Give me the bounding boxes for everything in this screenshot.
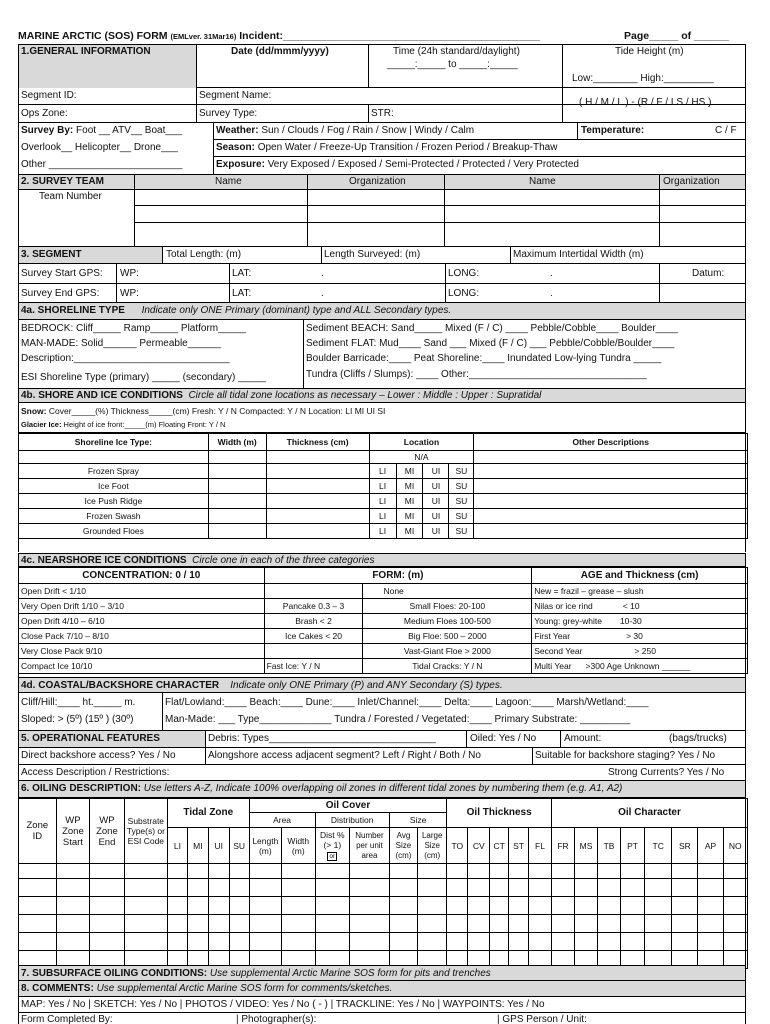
shoreline-block bbox=[18, 320, 746, 389]
subsurface-header bbox=[18, 965, 746, 981]
section-1-heading: 1.GENERAL INFORMATION bbox=[21, 46, 151, 57]
alongshore-access[interactable]: Alongshore access adjacent segment? Left / Right / Both / No bbox=[208, 750, 481, 761]
snow-options[interactable]: Cover_____(%) Thickness_____(cm) Fresh: Y / N Compacted: Y / N Location: LI MI UI SI bbox=[48, 406, 386, 416]
form-title: MARINE ARCTIC (SOS) FORM (EMLver. 31Mar16) Incident:____________________________________________ bbox=[18, 30, 540, 42]
comments-header bbox=[18, 981, 746, 997]
shore-ice-table-wrap bbox=[18, 433, 746, 552]
season-options[interactable]: Open Water / Freeze-Up Transition / Frozen Period / Breakup-Thaw bbox=[257, 142, 558, 153]
form-option[interactable]: Medium Floes 100-500 bbox=[363, 614, 532, 629]
tide-label: Tide Height (m) bbox=[615, 46, 684, 57]
ice-type: Frozen Spray bbox=[19, 464, 209, 479]
col-oil-thickness: Oil Thickness bbox=[447, 799, 552, 828]
ice-row bbox=[19, 464, 748, 479]
col-thick-st: ST bbox=[509, 828, 529, 864]
age-option[interactable]: First Year bbox=[534, 631, 571, 641]
ice-row bbox=[19, 524, 748, 539]
total-length[interactable]: Total Length: (m) bbox=[166, 249, 242, 260]
col-distribution: Distribution bbox=[315, 813, 389, 828]
end-wp[interactable]: WP: bbox=[120, 288, 139, 299]
subsurface-note: Use supplemental Arctic Marine SOS form for pits and trenches bbox=[209, 968, 491, 979]
col-char-fr: FR bbox=[551, 828, 574, 864]
operational-row-3 bbox=[18, 765, 746, 781]
oiling-row[interactable] bbox=[19, 897, 748, 915]
loc-su[interactable]: SU bbox=[449, 494, 474, 509]
col-oil-cover: Oil Cover bbox=[249, 799, 447, 813]
loc-su[interactable]: SU bbox=[449, 524, 474, 539]
col-thick-cv: CV bbox=[468, 828, 490, 864]
date-label[interactable]: Date (dd/mmm/yyyy) bbox=[231, 46, 329, 57]
comments-row-1 bbox=[18, 997, 746, 1013]
col-dist-percent: Dist % (> 1) bbox=[320, 829, 345, 850]
general-header-row bbox=[18, 44, 746, 88]
age-option[interactable]: New = frazil – grease – slush bbox=[532, 584, 748, 599]
section-7-heading: 7. SUBSURFACE OILING CONDITIONS: bbox=[21, 968, 208, 979]
loc-su[interactable]: SU bbox=[449, 509, 474, 524]
comments-row-2 bbox=[18, 1013, 746, 1024]
oiling-table-wrap bbox=[18, 798, 746, 968]
section-3-heading: 3. SEGMENT bbox=[21, 249, 82, 260]
team-name2-header: Name bbox=[529, 176, 556, 187]
end-long-dot: . bbox=[550, 288, 553, 299]
weather-options[interactable]: Sun / Clouds / Fog / Rain / Snow | Windy / Calm bbox=[261, 125, 475, 136]
loc-mi[interactable]: MI bbox=[396, 464, 423, 479]
shoreline-header bbox=[18, 303, 746, 320]
form-option[interactable]: Pancake 0.3 – 3 bbox=[264, 599, 363, 614]
sediment-flat-options[interactable]: Sediment FLAT: Mud____ Sand ___ Mixed (F / C) ___ Pebble/Cobble/Boulder____ bbox=[306, 338, 675, 349]
end-gps-row bbox=[18, 284, 746, 303]
nearshore-note: Circle one in each of the three categories bbox=[192, 555, 375, 566]
time-fill[interactable]: _____:_____ to _____:_____ bbox=[387, 59, 518, 70]
length-surveyed[interactable]: Length Surveyed: (m) bbox=[324, 249, 421, 260]
form-option[interactable]: Small Floes: 20-100 bbox=[363, 599, 532, 614]
boulder-barricade-options[interactable]: Boulder Barricade:____ Peat Shoreline:____ Inundated Low-lying Tundra _____ bbox=[306, 353, 662, 364]
backshore-staging[interactable]: Suitable for backshore staging? Yes / No bbox=[535, 750, 716, 761]
glacier-options[interactable]: Height of ice front:_____(m) Floating Front: Y / N bbox=[63, 420, 226, 429]
sloped-options[interactable]: Sloped: > (5º) (15º ) (30º) bbox=[21, 714, 134, 725]
loc-mi[interactable]: MI bbox=[396, 524, 423, 539]
concentration-option[interactable]: Close Pack 7/10 – 8/10 bbox=[19, 629, 265, 644]
ice-type: Frozen Swash bbox=[19, 509, 209, 524]
form-option[interactable]: None bbox=[363, 584, 532, 599]
location-na[interactable]: N/A bbox=[369, 451, 474, 464]
col-ice-type: Shoreline Ice Type: bbox=[19, 434, 209, 451]
form-option[interactable] bbox=[264, 584, 363, 599]
loc-li[interactable]: LI bbox=[369, 509, 396, 524]
survey-type[interactable]: Survey Type: bbox=[199, 108, 258, 119]
section-2-heading: 2. SURVEY TEAM bbox=[21, 176, 104, 187]
tide-low-high[interactable]: Low:________ High:_________ bbox=[572, 73, 714, 84]
strong-currents[interactable]: Strong Currents? Yes / No bbox=[608, 767, 725, 778]
segment-id[interactable]: Segment ID: bbox=[21, 90, 77, 101]
survey-team-block bbox=[18, 175, 746, 247]
esi-shoreline-type[interactable]: ESI Shoreline Type (primary) _____ (secondary) _____ bbox=[21, 372, 266, 383]
form-header: FORM: (m) bbox=[264, 568, 532, 584]
amount-units: (bags/trucks) bbox=[669, 733, 727, 744]
section-8-heading: 8. COMMENTS: bbox=[21, 983, 94, 994]
age-option[interactable]: Second Year bbox=[534, 646, 583, 656]
flat-lowland-options[interactable]: Flat/Lowland:____ Beach:____ Dune:____ Inlet/Channel:____ Delta:____ Lagoon:____ Marsh/Wetland:____ bbox=[165, 697, 649, 708]
survey-by-row: Survey By: Foot __ ATV__ Boat___ Overlook__ Helicopter__ Drone___ Other ________________________ Weather: Sun / Clouds / Fog / Rain / Snow | Windy / Calm Temperature: C / F Season: Open Water / Freeze-Up Transition / Frozen Period / Breakup-Thaw Exposure: Very Exposed / Exposed / Semi-Protected / Protected / Very Protected bbox=[18, 123, 746, 175]
loc-ui[interactable]: UI bbox=[423, 494, 449, 509]
section-4c-heading: 4c. NEARSHORE ICE CONDITIONS bbox=[21, 555, 187, 566]
ops-zone-row bbox=[18, 97, 746, 123]
coastal-note: Indicate only ONE Primary (P) and ANY Secondary (S) types. bbox=[230, 680, 503, 691]
col-ice-location: Location bbox=[369, 434, 474, 451]
cliff-hill-options[interactable]: Cliff/Hill:____ ht._____ m. bbox=[21, 697, 136, 708]
col-char-sr: SR bbox=[672, 828, 698, 864]
temperature-label: Temperature: bbox=[581, 125, 645, 136]
form-option[interactable]: Big Floe: 500 – 2000 bbox=[363, 629, 532, 644]
concentration-option[interactable]: Compact Ice 10/10 bbox=[19, 659, 265, 674]
col-tz-su: SU bbox=[229, 828, 249, 864]
start-long-dot: . bbox=[550, 268, 553, 279]
col-wp-end: WP Zone End bbox=[90, 799, 125, 864]
oiling-note: Use letters A-Z, Indicate 100% overlapping oil zones in different tidal zones by numbering them (e.g. A1, A2) bbox=[143, 783, 623, 794]
col-ice-thickness: Thickness (cm) bbox=[266, 434, 369, 451]
col-char-tb: TB bbox=[598, 828, 621, 864]
start-long[interactable]: LONG: bbox=[448, 268, 480, 279]
tide-codes[interactable]: ( H / M / L ) - (R / F / LS / HS ) bbox=[579, 97, 712, 108]
loc-su[interactable]: SU bbox=[449, 479, 474, 494]
section-4d-heading: 4d. COASTAL/BACKSHORE CHARACTER bbox=[21, 680, 220, 691]
age-value: < 10 bbox=[622, 601, 640, 611]
nearshore-table bbox=[18, 567, 748, 674]
comments-note: Use supplemental Arctic Marine SOS form for comments/sketches. bbox=[96, 983, 393, 994]
start-gps-row bbox=[18, 264, 746, 284]
loc-ui[interactable]: UI bbox=[423, 464, 449, 479]
loc-li[interactable]: LI bbox=[369, 464, 396, 479]
sediment-beach-options[interactable]: Sediment BEACH: Sand_____ Mixed (F / C) ____ Pebble/Cobble____ Boulder____ bbox=[306, 323, 678, 334]
loc-ui[interactable]: UI bbox=[423, 509, 449, 524]
photographers[interactable]: | Photographer(s): bbox=[236, 1014, 317, 1024]
col-ice-width: Width (m) bbox=[208, 434, 266, 451]
team-org2-header: Organization bbox=[663, 176, 720, 187]
form-option[interactable]: Brash < 2 bbox=[264, 614, 363, 629]
age-value: 10-30 bbox=[619, 616, 642, 626]
oiling-table bbox=[18, 798, 748, 969]
segment-name[interactable]: Segment Name: bbox=[199, 90, 272, 101]
page-number[interactable]: Page_____ of ______ bbox=[624, 30, 730, 42]
shore-ice-table bbox=[18, 433, 748, 539]
col-tz-ui: UI bbox=[208, 828, 229, 864]
section-4a-heading: 4a. SHORELINE TYPE bbox=[21, 305, 125, 316]
or-box: or bbox=[329, 852, 336, 860]
ice-row bbox=[19, 479, 748, 494]
media-options[interactable]: MAP: Yes / No | SKETCH: Yes / No | PHOTOS / VIDEO: Yes / No ( - ) | TRACKLINE: Yes / No | WAYPOINTS: Yes / No bbox=[21, 999, 545, 1010]
col-char-ap: AP bbox=[698, 828, 723, 864]
max-intertidal-width[interactable]: Maximum Intertidal Width (m) bbox=[513, 249, 644, 260]
col-substrate: Substrate Type(s) or ESI Code bbox=[124, 799, 167, 864]
concentration-option[interactable]: Open Drift 4/10 – 6/10 bbox=[19, 614, 265, 629]
loc-mi[interactable]: MI bbox=[396, 509, 423, 524]
team-org-header: Organization bbox=[349, 176, 406, 187]
team-number-label: Team Number bbox=[39, 191, 102, 202]
age-value: > 30 bbox=[626, 631, 643, 641]
ice-type: Ice Foot bbox=[19, 479, 209, 494]
exposure-options[interactable]: Very Exposed / Exposed / Semi-Protected / Protected / Very Protected bbox=[267, 159, 579, 170]
col-tidal-zone: Tidal Zone bbox=[168, 799, 250, 828]
survey-by-options[interactable]: Foot __ ATV__ Boat___ bbox=[76, 125, 183, 136]
col-zone-id: Zone ID bbox=[19, 799, 57, 864]
manmade-options[interactable]: MAN-MADE: Solid______ Permeable______ bbox=[21, 338, 222, 349]
ice-row bbox=[19, 509, 748, 524]
loc-li[interactable]: LI bbox=[369, 494, 396, 509]
end-lat[interactable]: LAT: bbox=[232, 288, 252, 299]
team-name-header: Name bbox=[215, 176, 242, 187]
loc-mi[interactable]: MI bbox=[396, 494, 423, 509]
col-number-per-area: Number per unit area bbox=[350, 828, 390, 864]
col-char-tc: TC bbox=[645, 828, 672, 864]
col-char-ms: MS bbox=[575, 828, 598, 864]
backshore-manmade-options[interactable]: Man-Made: ___ Type_____________ Tundra / Forested / Vegetated:____ Primary Substrate: _________ bbox=[165, 714, 631, 725]
shoreline-description[interactable]: Description:____________________________ bbox=[21, 353, 230, 364]
col-wp-start: WP Zone Start bbox=[56, 799, 89, 864]
col-thick-ct: CT bbox=[490, 828, 509, 864]
end-long[interactable]: LONG: bbox=[448, 288, 480, 299]
tidal-cracks-option[interactable]: Tidal Cracks: Y / N bbox=[363, 659, 532, 674]
col-area: Area bbox=[249, 813, 315, 828]
oiling-header bbox=[18, 781, 746, 798]
bedrock-options[interactable]: BEDROCK: Cliff_____ Ramp_____ Platform_____ bbox=[21, 323, 246, 334]
age-option[interactable]: Young: grey-white bbox=[534, 616, 602, 626]
coastal-block bbox=[18, 693, 746, 731]
survey-by-overlook[interactable]: Overlook__ Helicopter__ Drone___ bbox=[21, 142, 178, 153]
operational-row-1 bbox=[18, 731, 746, 748]
col-avg-size: Avg Size (cm) bbox=[389, 828, 417, 864]
concentration-header: CONCENTRATION: 0 / 10 bbox=[19, 568, 265, 584]
loc-li[interactable]: LI bbox=[369, 479, 396, 494]
age-header: AGE and Thickness (cm) bbox=[532, 568, 748, 584]
oiling-row[interactable] bbox=[19, 879, 748, 897]
start-wp[interactable]: WP: bbox=[120, 268, 139, 279]
oiling-row[interactable] bbox=[19, 864, 748, 879]
col-char-no: NO bbox=[723, 828, 747, 864]
col-tz-mi: MI bbox=[187, 828, 208, 864]
direct-backshore-access[interactable]: Direct backshore access? Yes / No bbox=[21, 750, 176, 761]
segment-header-row bbox=[18, 247, 746, 264]
oiling-row[interactable] bbox=[19, 915, 748, 933]
col-other-descriptions: Other Descriptions bbox=[474, 434, 748, 451]
form-option[interactable]: Vast-Giant Floe > 2000 bbox=[363, 644, 532, 659]
debris-types[interactable]: Debris: Types______________________________ bbox=[208, 733, 436, 744]
ice-type: Grounded Floes bbox=[19, 524, 209, 539]
concentration-option[interactable]: Very Close Pack 9/10 bbox=[19, 644, 265, 659]
age-value: > 250 bbox=[634, 646, 656, 656]
form-completed-by[interactable]: Form Completed By: bbox=[21, 1014, 113, 1024]
concentration-option[interactable]: Very Open Drift 1/10 – 3/10 bbox=[19, 599, 265, 614]
form-option[interactable]: Ice Cakes < 20 bbox=[264, 629, 363, 644]
col-large-size: Large Size (cm) bbox=[418, 828, 447, 864]
age-option[interactable]: Nilas or ice rind bbox=[534, 601, 593, 611]
gps-person[interactable]: | GPS Person / Unit: bbox=[497, 1014, 587, 1024]
access-description[interactable]: Access Description / Restrictions: bbox=[21, 767, 170, 778]
coastal-header bbox=[18, 677, 746, 693]
time-label: Time (24h standard/daylight) bbox=[393, 46, 520, 57]
loc-li[interactable]: LI bbox=[369, 524, 396, 539]
survey-by-other[interactable]: Other ________________________ bbox=[21, 159, 183, 170]
col-tz-li: LI bbox=[168, 828, 188, 864]
snow-glacier-block: Snow: Cover_____(%) Thickness_____(cm) Fresh: Y / N Compacted: Y / N Location: LI MI UI SI Glacier Ice: Height of ice front:_____(m) Floating Front: Y / N bbox=[18, 403, 746, 433]
oiling-row[interactable] bbox=[19, 933, 748, 951]
col-size: Size bbox=[389, 813, 447, 828]
section-6-heading: 6. OILING DESCRIPTION: bbox=[21, 783, 142, 794]
form-option[interactable] bbox=[264, 644, 363, 659]
col-width: Width (m) bbox=[282, 828, 315, 864]
loc-ui[interactable]: UI bbox=[423, 524, 449, 539]
col-thick-fl: FL bbox=[528, 828, 551, 864]
section-4b-heading: 4b. SHORE AND ICE CONDITIONS bbox=[21, 390, 183, 401]
shoreline-note: Indicate only ONE Primary (dominant) type and ALL Secondary types. bbox=[141, 305, 452, 316]
ice-row bbox=[19, 494, 748, 509]
concentration-option[interactable]: Open Drift < 1/10 bbox=[19, 584, 265, 599]
age-value[interactable]: >300 Age Unknown ______ bbox=[585, 661, 691, 671]
col-thick-to: TO bbox=[447, 828, 468, 864]
ops-zone[interactable]: Ops Zone: bbox=[21, 108, 68, 119]
section-5-heading: 5. OPERATIONAL FEATURES bbox=[21, 733, 160, 744]
col-char-pt: PT bbox=[621, 828, 645, 864]
operational-row-2 bbox=[18, 748, 746, 765]
start-lat-dot: . bbox=[321, 268, 324, 279]
age-option[interactable]: Multi Year bbox=[534, 661, 572, 671]
temperature-units[interactable]: C / F bbox=[715, 125, 737, 136]
end-gps-label: Survey End GPS: bbox=[21, 288, 100, 299]
nearshore-header bbox=[18, 553, 746, 567]
start-lat[interactable]: LAT: bbox=[232, 268, 252, 279]
datum[interactable]: Datum: bbox=[692, 268, 725, 279]
str-field[interactable]: STR: bbox=[371, 108, 394, 119]
shore-ice-note: Circle all tidal zone locations as necessary – Lower : Middle : Upper : Supratidal bbox=[188, 390, 542, 401]
tundra-options[interactable]: Tundra (Cliffs / Slumps): ____ Other:________________________________ bbox=[306, 369, 647, 380]
col-length: Length (m) bbox=[249, 828, 281, 864]
ice-type: Ice Push Ridge bbox=[19, 494, 209, 509]
end-lat-dot: . bbox=[321, 288, 324, 299]
col-oil-character: Oil Character bbox=[551, 799, 747, 828]
start-gps-label: Survey Start GPS: bbox=[21, 268, 103, 279]
oiled-options[interactable]: Oiled: Yes / No bbox=[470, 733, 537, 744]
loc-su[interactable]: SU bbox=[449, 464, 474, 479]
loc-mi[interactable]: MI bbox=[396, 479, 423, 494]
fast-ice-option[interactable]: Fast Ice: Y / N bbox=[264, 659, 363, 674]
loc-ui[interactable]: UI bbox=[423, 479, 449, 494]
shore-ice-header bbox=[18, 389, 746, 403]
amount-label[interactable]: Amount: bbox=[564, 733, 602, 744]
nearshore-table-wrap bbox=[18, 567, 746, 680]
